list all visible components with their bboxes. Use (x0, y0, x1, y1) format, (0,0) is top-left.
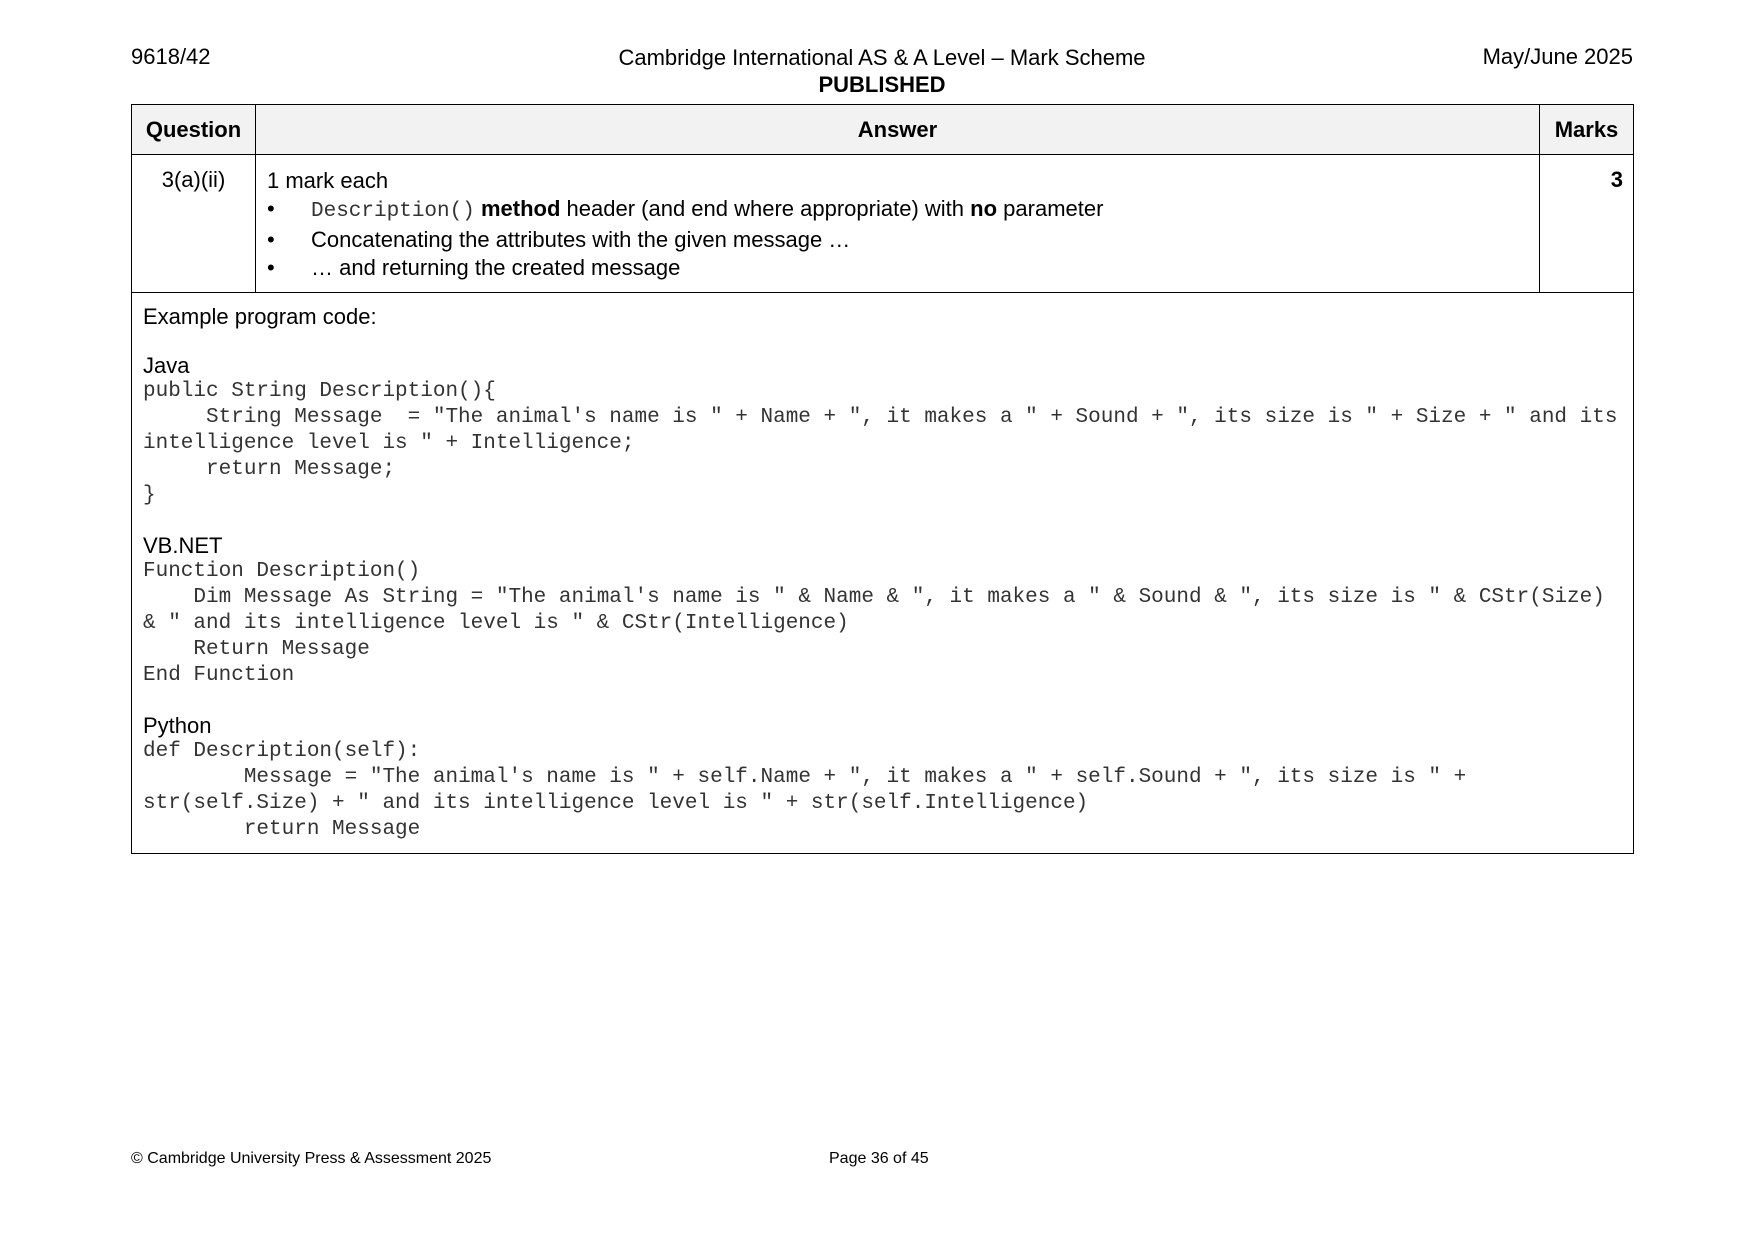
table-header-row (132, 105, 1634, 155)
java-example (143, 353, 1623, 509)
page-number: Page 36 of 45 (829, 1150, 929, 1167)
vbnet-code: Function Description() Dim Message As String = "The animal's name is " & Name & ", it makes a " & Sound & ", its size is " & CStr(Size) & " and its intelligence level is " & CStr(Intelligence) Return Message End Function (143, 560, 1605, 687)
marking-point-text: Concatenating the attributes with the given message … (311, 227, 851, 252)
column-header-answer: Answer (256, 105, 1540, 155)
header-center (131, 44, 1633, 98)
marking-intro: 1 mark each (267, 168, 389, 193)
language-label-vbnet: VB.NET (143, 533, 223, 558)
marking-point (267, 254, 1529, 282)
marks-value: 3 (1540, 155, 1634, 293)
example-heading: Example program code: (143, 304, 377, 329)
answer-cell (256, 155, 1540, 293)
language-label-python: Python (143, 713, 212, 738)
copyright-notice: © Cambridge University Press & Assessment 2025 (131, 1150, 492, 1167)
marking-point (267, 195, 1529, 226)
marking-point-text: parameter (1003, 196, 1104, 221)
python-example (143, 713, 1623, 843)
emphasis-method: method (480, 196, 561, 221)
document-title: Cambridge International AS & A Level – Mark Scheme (618, 45, 1146, 70)
column-header-question: Question (132, 105, 256, 155)
example-row (132, 293, 1634, 854)
publication-status: PUBLISHED (818, 72, 946, 97)
question-number: 3(a)(ii) (132, 155, 256, 293)
marking-point-text: header (and end where appropriate) with (566, 196, 965, 221)
vbnet-example (143, 533, 1623, 689)
example-code-cell (132, 293, 1634, 854)
marking-points (267, 195, 1529, 282)
marking-point-text: … and returning the created message (311, 255, 681, 280)
page-header (131, 44, 1633, 104)
python-code: def Description(self): Message = "The animal's name is " + self.Name + ", it makes a " + self.Sound + ", its size is " + str(self.Size) + " and its intelligence level is " + str(self.Intelligence) return Message (143, 740, 1467, 841)
marking-point (267, 226, 1529, 254)
mark-scheme-table (131, 104, 1634, 854)
column-header-marks: Marks (1540, 105, 1634, 155)
syllabus-code: 9618/42 (131, 44, 211, 69)
emphasis-no: no (970, 196, 998, 221)
method-name-code: Description() (311, 200, 475, 223)
table-row (132, 155, 1634, 293)
language-label-java: Java (143, 353, 190, 378)
exam-session: May/June 2025 (1482, 44, 1633, 69)
java-code: public String Description(){ String Message = "The animal's name is " + Name + ", it makes a " + Sound + ", its size is " + Size + " and its intelligence level is " + Intelligence; return Message; } (143, 380, 1618, 507)
